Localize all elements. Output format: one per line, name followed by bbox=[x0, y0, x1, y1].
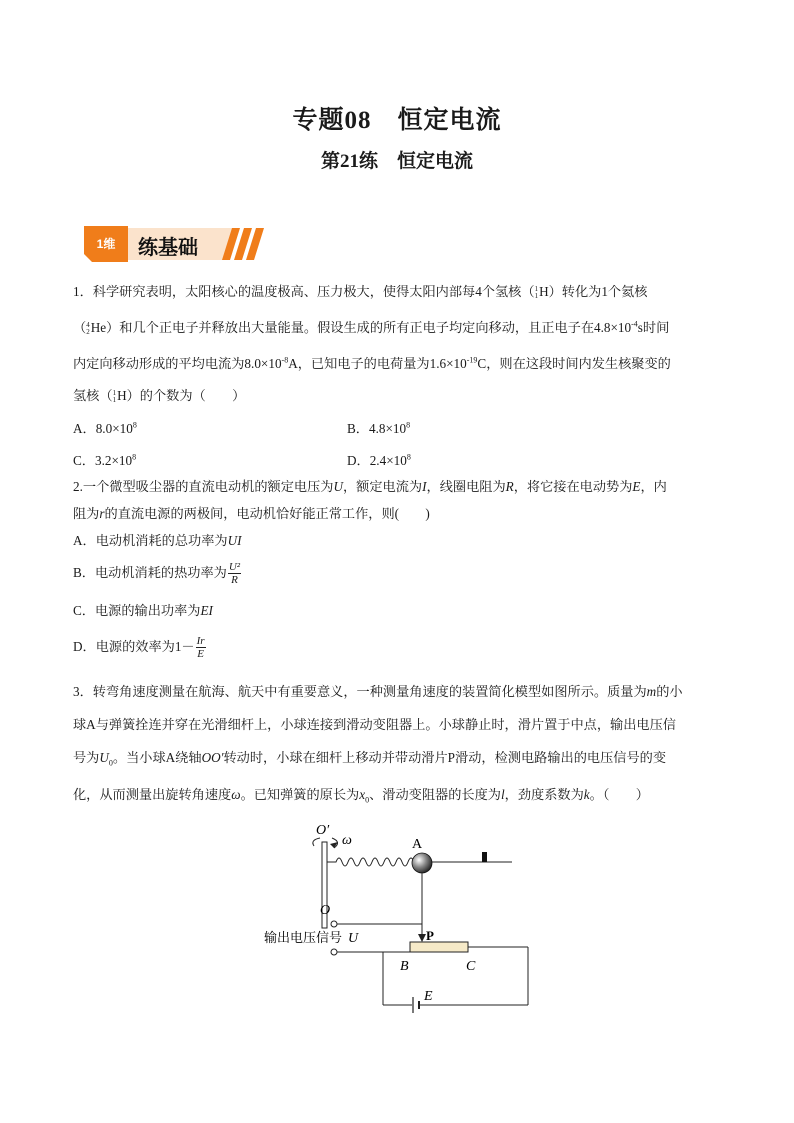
q1-text: ）转化为1个氦核 bbox=[548, 284, 648, 299]
q1-option-c[interactable] bbox=[73, 452, 136, 470]
denominator: R bbox=[231, 574, 238, 587]
terminal-bottom bbox=[331, 949, 337, 955]
q3-text: 。当小球A绕轴 bbox=[112, 750, 202, 765]
var-m: m bbox=[646, 684, 657, 699]
element-symbol: H bbox=[539, 284, 549, 299]
q2-text: ，线圈电阻为 bbox=[426, 479, 506, 494]
q3-text: 转动时，小球在细杆上移动并带动滑片P滑动，检测电路输出的电压信号的变 bbox=[223, 750, 667, 765]
element-symbol: H bbox=[117, 388, 127, 403]
section-badge: 1维 bbox=[96, 237, 116, 251]
label-o-prime: O′ bbox=[316, 823, 330, 838]
page-subtitle: 第21练 恒定电流 bbox=[320, 151, 473, 172]
var-E: E bbox=[632, 479, 641, 494]
helium-nucleus bbox=[86, 319, 106, 337]
q3-text: 。（ ） bbox=[589, 787, 649, 802]
denominator: E bbox=[197, 648, 204, 661]
q2-option-c[interactable] bbox=[73, 602, 213, 620]
exponent: -19 bbox=[466, 355, 478, 365]
q1-option-d[interactable] bbox=[347, 452, 411, 470]
q3-line-2 bbox=[73, 716, 676, 734]
label-omega: ω bbox=[342, 833, 352, 848]
stopper bbox=[482, 852, 487, 862]
var-R: R bbox=[505, 479, 514, 494]
var-r: r bbox=[99, 506, 105, 521]
q2-text: 阻为 bbox=[73, 506, 100, 521]
q1-text: 内定向移动形成的平均电流为8.0×10 bbox=[73, 356, 282, 371]
q1-text: ）和几个正电子并释放出大量能量。假设生成的所有正电子均定向移动，且正电子在4.8×10 bbox=[106, 320, 632, 335]
q3-text: 的小 bbox=[656, 684, 683, 699]
q3-text: 。已知弹簧的原长为 bbox=[240, 787, 360, 802]
q3-text: 、滑动变阻器的长度为 bbox=[369, 787, 501, 802]
label-output-u: U bbox=[348, 931, 359, 946]
subscript: 0 bbox=[365, 795, 370, 805]
option-text: A．8.0×10 bbox=[73, 421, 133, 436]
slide-rheostat bbox=[410, 942, 468, 952]
label-c: C bbox=[466, 959, 476, 974]
element-symbol: He bbox=[90, 320, 107, 335]
q1-text: C，则在这段时间内发生核聚变的 bbox=[477, 356, 671, 371]
q1-text: ）的个数为（ ） bbox=[126, 388, 246, 403]
expression: UI bbox=[227, 533, 242, 548]
page-title: 专题08 恒定电流 bbox=[292, 107, 502, 134]
q1-line-4 bbox=[73, 387, 245, 405]
hydrogen-nucleus bbox=[113, 387, 127, 405]
ball-a bbox=[412, 853, 432, 873]
label-o: O bbox=[320, 903, 331, 918]
q3-text: 号为 bbox=[73, 750, 100, 765]
option-text: C．3.2×10 bbox=[73, 453, 133, 468]
q2-text: 的直流电源的两极间，电动机恰好能正常工作，则( ) bbox=[104, 506, 430, 521]
q2-text: ，额定电流为 bbox=[342, 479, 423, 494]
exponent: -8 bbox=[281, 355, 289, 365]
q2-line-2 bbox=[73, 505, 430, 523]
expression: EI bbox=[200, 603, 213, 618]
exponent: 8 bbox=[132, 420, 137, 430]
q1-text: 1．科学研究表明，太阳核心的温度极高、压力极大，使得太阳内部每4个氢核（ bbox=[73, 284, 535, 299]
mass-number: 4 bbox=[86, 320, 90, 329]
numerator: Ir bbox=[196, 635, 205, 648]
label-p: P bbox=[426, 928, 434, 943]
spring bbox=[327, 858, 414, 866]
q3-line-4 bbox=[73, 786, 649, 804]
mass-number: 1 bbox=[534, 284, 539, 293]
var-U0: U bbox=[99, 750, 109, 765]
slider-arrow bbox=[418, 934, 426, 942]
option-text: B．4.8×10 bbox=[347, 421, 407, 436]
q2-option-d[interactable] bbox=[73, 632, 206, 662]
fraction bbox=[228, 561, 241, 586]
q2-text: ，将它接在电动势为 bbox=[513, 479, 633, 494]
var-I: I bbox=[422, 479, 427, 494]
q1-text: （ bbox=[73, 320, 87, 335]
var-omega: ω bbox=[231, 787, 241, 802]
q2-text: ，内 bbox=[640, 479, 667, 494]
atomic-number: 1 bbox=[534, 291, 539, 300]
q3-line-1 bbox=[73, 683, 683, 701]
mass-number: 1 bbox=[112, 388, 117, 397]
var-x0: x bbox=[359, 787, 366, 802]
q1-text: s时间 bbox=[637, 320, 670, 335]
q2-text: 2.一个微型吸尘器的直流电动机的额定电压为 bbox=[73, 479, 334, 494]
subscript: 0 bbox=[108, 758, 113, 768]
fraction bbox=[196, 635, 206, 660]
label-b: B bbox=[400, 959, 409, 974]
exponent: 8 bbox=[132, 452, 137, 462]
section-banner bbox=[84, 226, 264, 262]
q2-line-1 bbox=[73, 478, 667, 496]
atomic-number: 1 bbox=[112, 395, 117, 404]
exponent: -4 bbox=[631, 319, 638, 329]
q2-option-a[interactable] bbox=[73, 532, 242, 550]
option-text: C．电源的输出功率为 bbox=[73, 603, 201, 618]
numerator: U² bbox=[228, 561, 241, 574]
atomic-number: 2 bbox=[86, 327, 90, 336]
var-k: k bbox=[583, 787, 590, 802]
q1-line-3 bbox=[73, 355, 671, 373]
label-e: E bbox=[424, 989, 433, 1004]
exponent: 8 bbox=[406, 420, 411, 430]
q3-text: ，劲度系数为 bbox=[504, 787, 584, 802]
exponent: 8 bbox=[406, 452, 411, 462]
terminal-top bbox=[331, 921, 337, 927]
option-text: D．2.4×10 bbox=[347, 453, 407, 468]
q3-text: 3．转弯角速度测量在航海、航天中有重要意义，一种测量角速度的装置简化模型如图所示。质量为 bbox=[73, 684, 647, 699]
label-output-signal: 输出电压信号 bbox=[264, 931, 343, 946]
var-U: U bbox=[333, 479, 343, 494]
q2-option-b[interactable] bbox=[73, 558, 241, 588]
axis-OO: OO′ bbox=[201, 750, 224, 765]
q1-text: 氢核（ bbox=[73, 388, 113, 403]
q1-line-1 bbox=[73, 283, 648, 301]
section-label: 练基础 bbox=[138, 235, 198, 259]
q3-text: 化，从而测量出旋转角速度 bbox=[73, 787, 232, 802]
var-l: l bbox=[500, 787, 505, 802]
q1-option-a[interactable] bbox=[73, 420, 137, 438]
option-text: A．电动机消耗的总功率为 bbox=[73, 533, 228, 548]
circuit-figure bbox=[250, 820, 550, 1020]
q3-text: 球A与弹簧拴连并穿在光滑细杆上，小球连接到滑动变阻器上。小球静止时，滑片置于中点，输出电压信 bbox=[73, 717, 676, 732]
q1-option-b[interactable] bbox=[347, 420, 410, 438]
hydrogen-nucleus bbox=[535, 283, 549, 301]
q3-line-3 bbox=[73, 749, 666, 767]
option-text: B．电动机消耗的热功率为 bbox=[73, 565, 227, 580]
q1-text: A，已知电子的电荷量为1.6×10 bbox=[288, 356, 467, 371]
option-text: D．电源的效率为1－ bbox=[73, 639, 195, 654]
q1-line-2 bbox=[73, 319, 669, 337]
label-a: A bbox=[412, 837, 423, 852]
